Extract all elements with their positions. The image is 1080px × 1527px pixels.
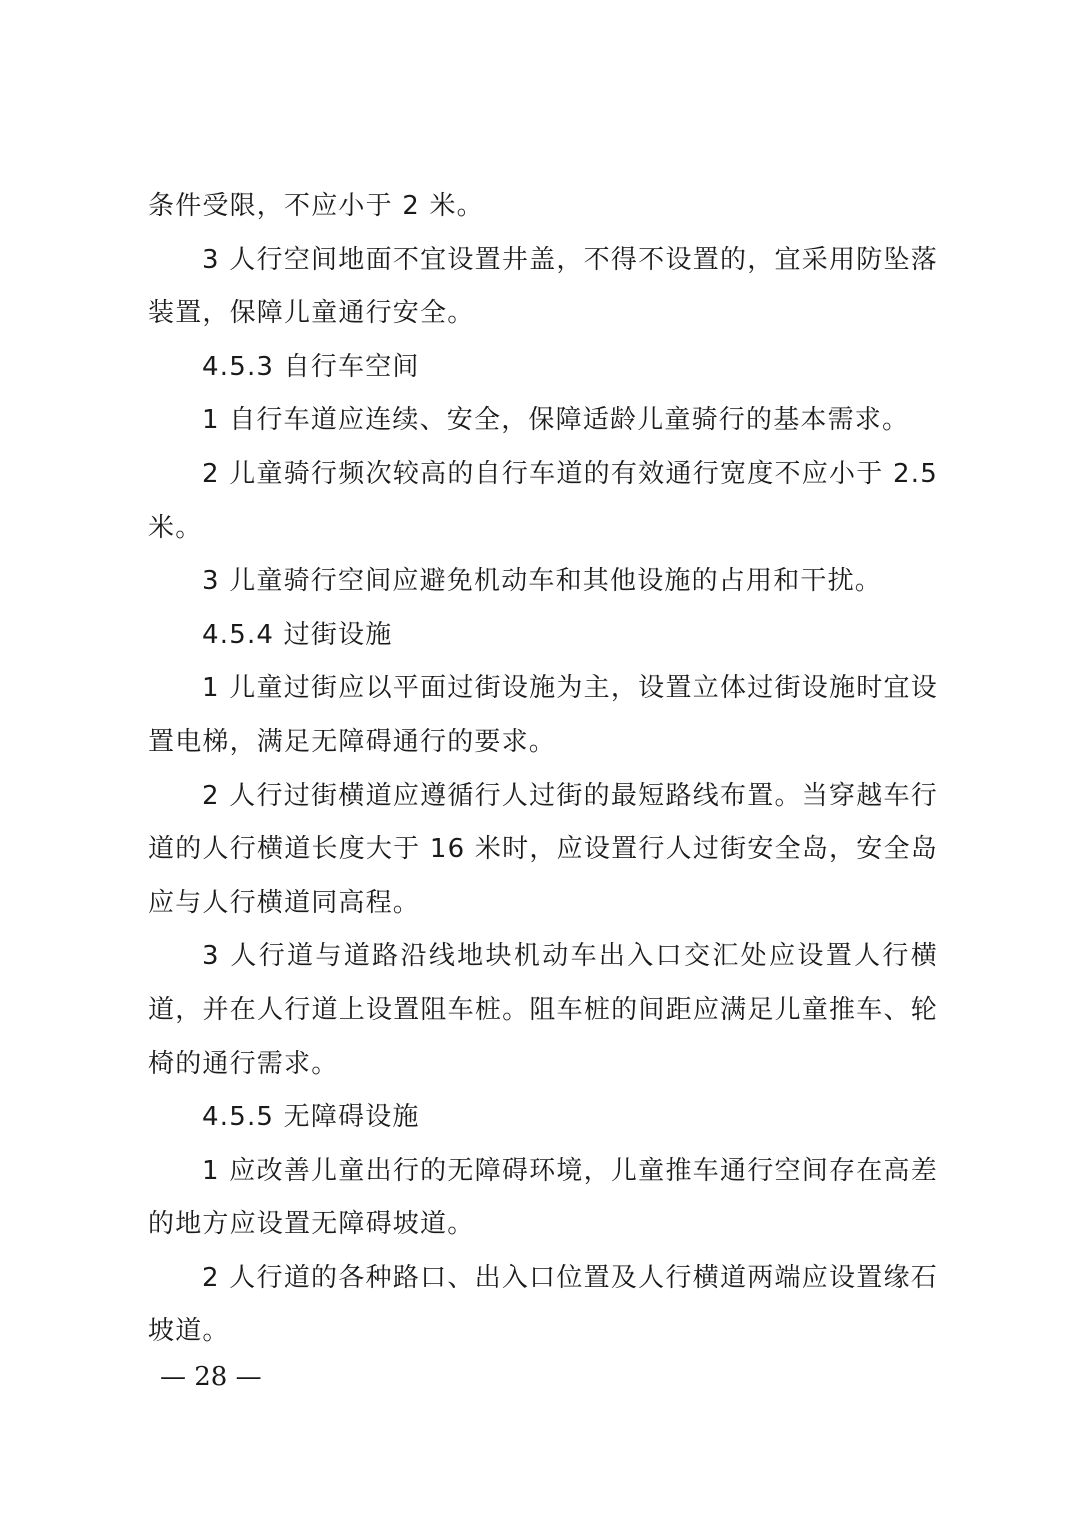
paragraph: 1 自行车道应连续、安全，保障适龄儿童骑行的基本需求。 <box>202 405 910 436</box>
paragraph: 2 人行道的各种路口、出入口位置及人行横道两端应设置缘石坡道。 <box>148 1262 938 1347</box>
section-heading: 4.5.3 自行车空间 <box>202 351 420 382</box>
section-heading: 4.5.5 无障碍设施 <box>202 1102 420 1133</box>
paragraph: 1 儿童过街应以平面过街设施为主，设置立体过街设施时宜设置电梯，满足无障碍通行的要求。 <box>148 673 938 757</box>
section-heading: 4.5.4 过街设施 <box>202 619 393 650</box>
paragraph: 2 儿童骑行频次较高的自行车道的有效通行宽度不应小于 2.5 米。 <box>148 458 938 543</box>
paragraph: 3 儿童骑行空间应避免机动车和其他设施的占用和干扰。 <box>202 566 883 597</box>
paragraph: 条件受限，不应小于 2 米。 <box>148 191 484 221</box>
paragraph: 2 人行过街横道应遵循行人过街的最短路线布置。当穿越车行道的人行横道长度大于 16 米时，应设置行人过街安全岛，安全岛应与人行横道同高程。 <box>148 780 938 918</box>
paragraph: 3 人行空间地面不宜设置井盖，不得不设置的，宜采用防坠落装置，保障儿童通行安全。 <box>148 244 938 329</box>
page-number: — 28 — <box>160 1362 262 1392</box>
paragraph: 3 人行道与道路沿线地块机动车出入口交汇处应设置人行横道，并在人行道上设置阻车桩。阻车桩的间距应满足儿童推车、轮椅的通行需求。 <box>148 941 938 1079</box>
body-text <box>148 180 938 1359</box>
paragraph: 1 应改善儿童出行的无障碍环境，儿童推车通行空间存在高差的地方应设置无障碍坡道。 <box>148 1155 938 1240</box>
